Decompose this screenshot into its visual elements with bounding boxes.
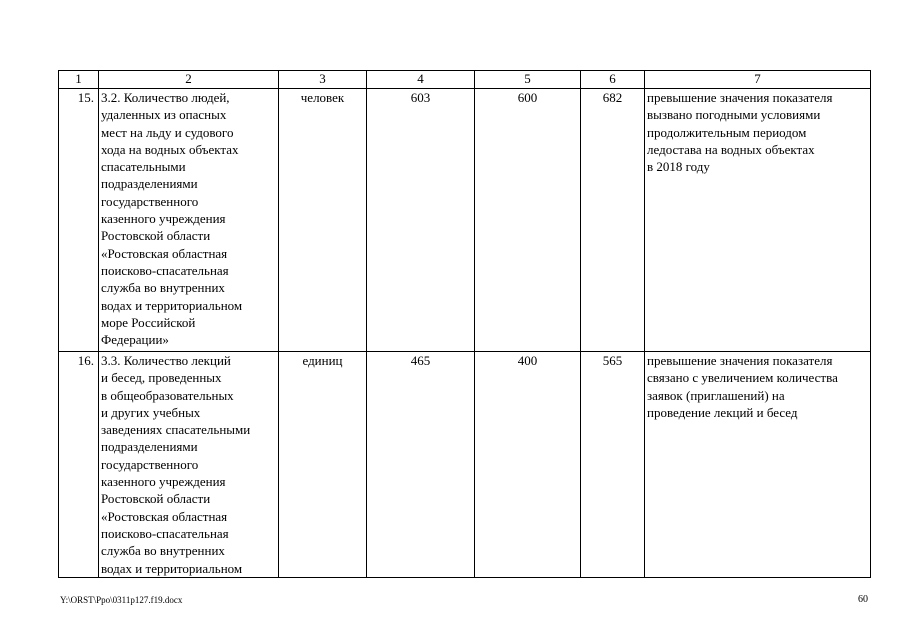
unit-cell: единиц [279,352,367,578]
value-cell: 400 [475,352,581,578]
header-cell: 6 [581,71,645,89]
unit-cell: человек [279,89,367,352]
value-cell: 600 [475,89,581,352]
indicator-text: 3.3. Количество лекций и бесед, проведенных в общеобразовательных и других учебных заведениях спасательными подразделениями государственного казенного учреждения Ростовской области «Ростовская областная поисково-спасательная служба во внутренних водах и территориальном [99,352,279,578]
value-cell: 682 [581,89,645,352]
note-text: превышение значения показателя связано с увеличением количества заявок (приглашений) на проведение лекций и бесед [645,352,871,578]
footer-file-path: Y:\ORST\Ppo\0311p127.f19.docx [60,595,183,605]
table-header-row [59,71,871,89]
header-cell: 1 [59,71,99,89]
table-row [59,89,871,352]
report-table [58,70,871,578]
header-cell: 2 [99,71,279,89]
value-cell: 465 [367,352,475,578]
row-number: 15. [59,89,99,352]
header-cell: 7 [645,71,871,89]
row-number: 16. [59,352,99,578]
header-cell: 5 [475,71,581,89]
value-cell: 603 [367,89,475,352]
value-cell: 565 [581,352,645,578]
header-cell: 3 [279,71,367,89]
table-row [59,352,871,578]
note-text: превышение значения показателя вызвано погодными условиями продолжительным периодом ледостава на водных объектах в 2018 году [645,89,871,352]
page-number: 60 [858,594,868,605]
header-cell: 4 [367,71,475,89]
indicator-text: 3.2. Количество людей, удаленных из опасных мест на льду и судового хода на водных объектах спасательными подразделениями государственного казенного учреждения Ростовской области «Ростовская областная поисково-спасательная служба во внутренних водах и территориальном море Российской Федерации» [99,89,279,352]
